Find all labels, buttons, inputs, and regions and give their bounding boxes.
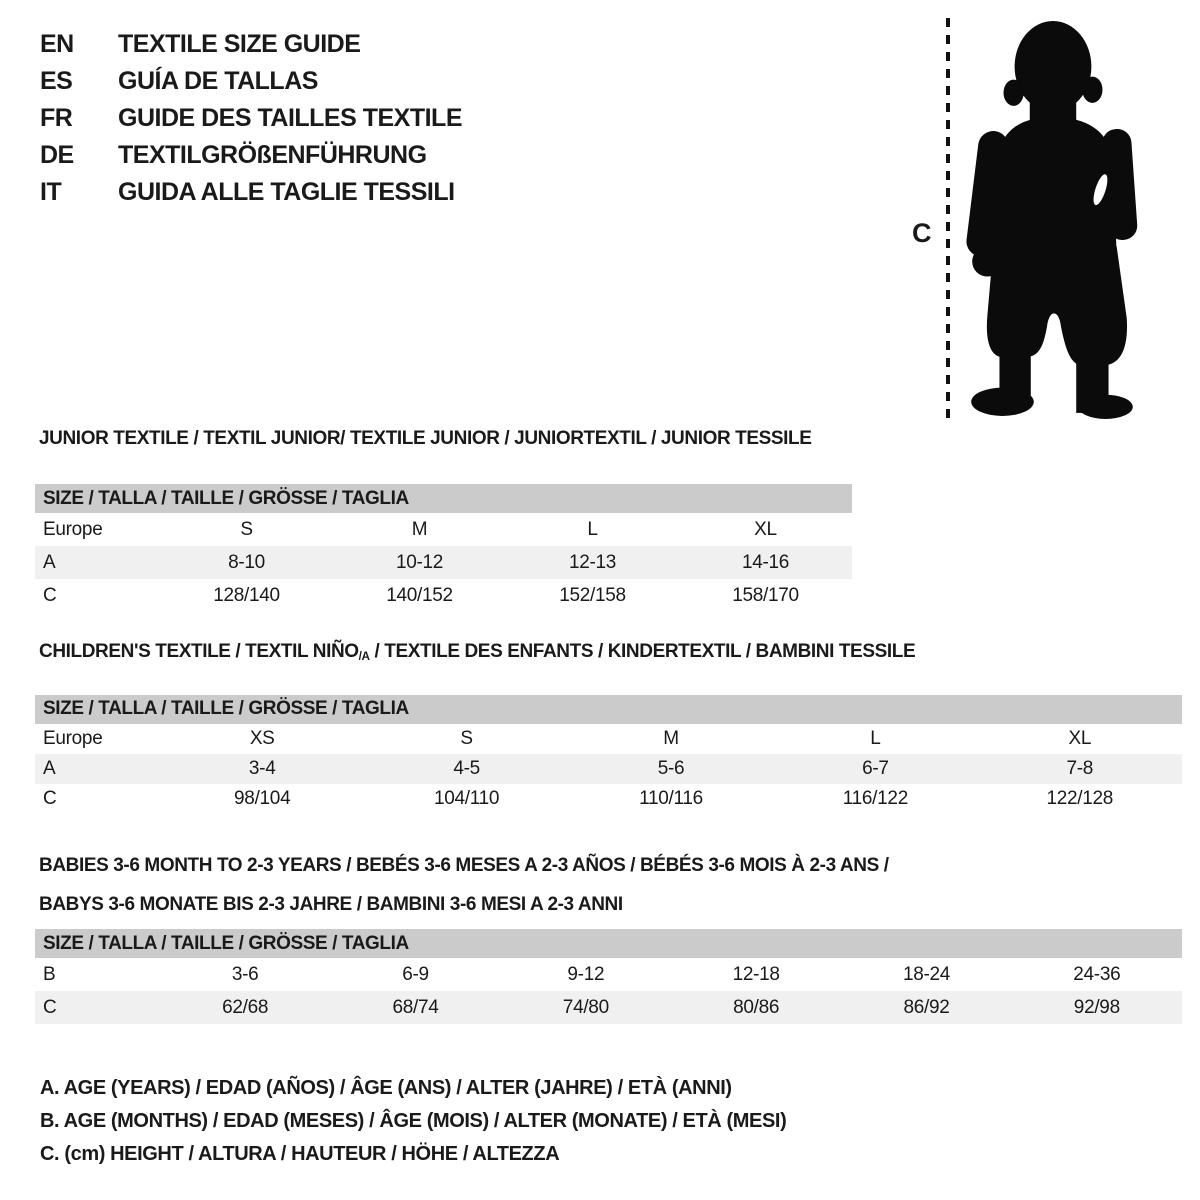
children-textile-table bbox=[35, 641, 1182, 814]
babies-title-line2: BABYS 3-6 MONATE BIS 2-3 JAHRE / BAMBINI 3-6 MESI A 2-3 ANNI bbox=[39, 894, 623, 915]
toddler-figure bbox=[900, 10, 1160, 430]
junior-textile-table bbox=[35, 428, 852, 612]
junior-table-title: JUNIOR TEXTILE / TEXTIL JUNIOR/ TEXTILE JUNIOR / JUNIORTEXTIL / JUNIOR TESSILE bbox=[39, 428, 812, 449]
language-row-de bbox=[40, 137, 462, 174]
height-value: 104/110 bbox=[434, 787, 500, 809]
row-label: Europe bbox=[43, 518, 103, 540]
height-value: 140/152 bbox=[386, 584, 453, 606]
guide-title-it: GUIDA ALLE TAGLIE TESSILI bbox=[118, 178, 455, 206]
age-months-value: 12-18 bbox=[732, 963, 780, 985]
guide-title-fr: GUIDE DES TAILLES TEXTILE bbox=[118, 104, 463, 132]
language-code: IT bbox=[40, 178, 62, 206]
table-row bbox=[35, 513, 852, 546]
age-months-value: 18-24 bbox=[902, 963, 951, 985]
age-months-value: 3-6 bbox=[231, 963, 259, 985]
height-measure-line bbox=[945, 18, 951, 420]
height-value: 92/98 bbox=[1073, 996, 1120, 1018]
height-value: 68/74 bbox=[392, 996, 439, 1018]
babies-title-line1: BABIES 3-6 MONTH TO 2-3 YEARS / BEBÉS 3-6 MESES A 2-3 AÑOS / BÉBÉS 3-6 MOIS À 2-3 ANS / bbox=[39, 855, 889, 876]
age-value: 6-7 bbox=[862, 757, 889, 779]
children-table-title bbox=[39, 641, 1182, 668]
children-size-header: SIZE / TALLA / TAILLE / GRÖSSE / TAGLIA bbox=[35, 695, 1182, 724]
height-value: 152/158 bbox=[559, 584, 626, 606]
size-value: L bbox=[587, 518, 598, 540]
size-value: L bbox=[870, 727, 881, 749]
language-code: ES bbox=[40, 67, 73, 95]
language-row-en bbox=[40, 26, 462, 63]
language-title-list bbox=[40, 26, 462, 211]
size-value: XL bbox=[1068, 727, 1092, 749]
age-value: 8-10 bbox=[228, 551, 265, 573]
table-row bbox=[35, 724, 1182, 754]
height-value: 110/116 bbox=[639, 787, 703, 809]
children-title-suffix: / TEXTILE DES ENFANTS / KINDERTEXTIL / BAMBINI TESSILE bbox=[369, 641, 916, 662]
age-value: 3-4 bbox=[248, 757, 276, 779]
height-value: 74/80 bbox=[562, 996, 609, 1018]
height-value: 116/122 bbox=[842, 787, 908, 809]
height-value: 62/68 bbox=[222, 996, 269, 1018]
row-label: C bbox=[43, 584, 57, 606]
size-value: S bbox=[240, 518, 253, 540]
table-row bbox=[35, 546, 852, 579]
language-row-it bbox=[40, 174, 462, 211]
junior-size-header: SIZE / TALLA / TAILLE / GRÖSSE / TAGLIA bbox=[35, 484, 852, 513]
age-months-value: 24-36 bbox=[1073, 963, 1121, 985]
size-value: XL bbox=[754, 518, 777, 540]
size-value: M bbox=[411, 518, 428, 540]
size-value: M bbox=[663, 727, 679, 749]
language-row-es bbox=[40, 63, 462, 100]
table-row bbox=[35, 784, 1182, 814]
height-value: 158/170 bbox=[732, 584, 799, 606]
size-value: S bbox=[460, 727, 473, 749]
age-value: 14-16 bbox=[741, 551, 790, 573]
row-label: A bbox=[43, 551, 56, 573]
row-label: C bbox=[43, 996, 57, 1018]
toddler-silhouette-icon bbox=[962, 18, 1146, 422]
age-value: 10-12 bbox=[395, 551, 444, 573]
language-code: EN bbox=[40, 30, 74, 58]
table-row bbox=[35, 579, 852, 612]
table-row bbox=[35, 754, 1182, 784]
height-value: 98/104 bbox=[234, 787, 291, 809]
height-value: 80/86 bbox=[733, 996, 780, 1018]
height-measure-label: C bbox=[912, 218, 931, 248]
age-value: 12-13 bbox=[568, 551, 617, 573]
age-value: 7-8 bbox=[1066, 757, 1094, 779]
language-code: DE bbox=[40, 141, 74, 169]
guide-title-es: GUÍA DE TALLAS bbox=[118, 67, 318, 95]
height-value: 128/140 bbox=[213, 584, 280, 606]
babies-table-title bbox=[39, 846, 1182, 924]
table-row bbox=[35, 991, 1182, 1024]
babies-textile-table bbox=[35, 846, 1182, 1024]
language-code: FR bbox=[40, 104, 73, 132]
height-value: 86/92 bbox=[903, 996, 950, 1018]
children-title-prefix: CHILDREN'S TEXTILE / TEXTIL NIÑO bbox=[39, 641, 359, 662]
babies-size-header: SIZE / TALLA / TAILLE / GRÖSSE / TAGLIA bbox=[35, 929, 1182, 958]
row-label: C bbox=[43, 787, 57, 809]
age-months-value: 6-9 bbox=[402, 963, 429, 985]
language-row-fr bbox=[40, 100, 462, 137]
size-value: XS bbox=[249, 727, 275, 749]
guide-title-de: TEXTILGRÖßENFÜHRUNG bbox=[118, 141, 427, 169]
guide-title-en: TEXTILE SIZE GUIDE bbox=[118, 30, 361, 58]
children-title-sub: /A bbox=[358, 649, 370, 663]
legend-age-months: B. AGE (MONTHS) / EDAD (MESES) / ÂGE (MOIS) / ALTER (MONATE) / ETÀ (MESI) bbox=[40, 1110, 787, 1132]
age-months-value: 9-12 bbox=[567, 963, 605, 985]
legend-height-cm: C. (cm) HEIGHT / ALTURA / HAUTEUR / HÖHE / ALTEZZA bbox=[40, 1143, 560, 1165]
measurement-legend bbox=[40, 1072, 786, 1171]
row-label: B bbox=[43, 963, 56, 985]
age-value: 4-5 bbox=[453, 757, 480, 779]
row-label: Europe bbox=[43, 727, 103, 749]
age-value: 5-6 bbox=[657, 757, 685, 779]
height-value: 122/128 bbox=[1046, 787, 1114, 809]
row-label: A bbox=[43, 757, 56, 779]
table-row bbox=[35, 958, 1182, 991]
legend-age-years: A. AGE (YEARS) / EDAD (AÑOS) / ÂGE (ANS) / ALTER (JAHRE) / ETÀ (ANNI) bbox=[40, 1077, 732, 1099]
